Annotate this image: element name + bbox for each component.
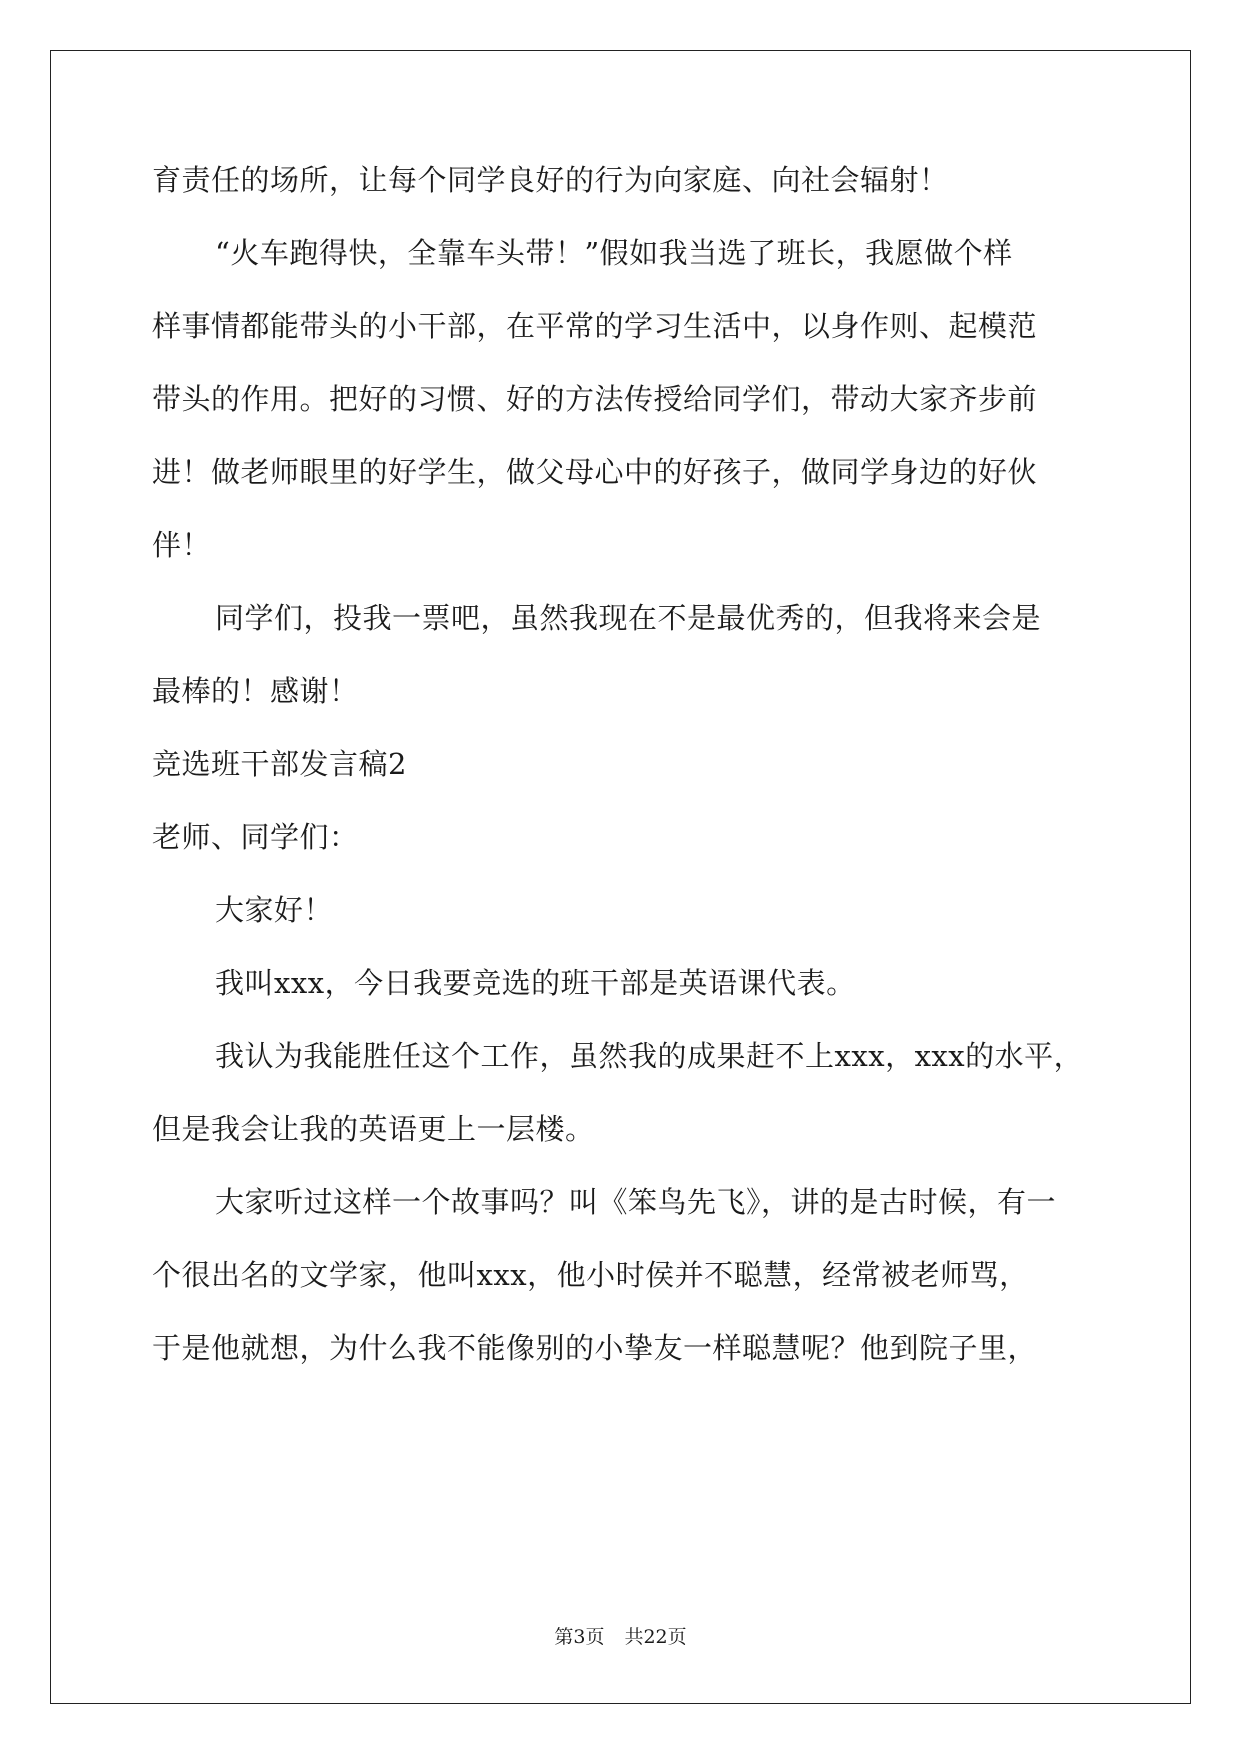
salutation: 老师、同学们： — [152, 820, 359, 854]
text-line: 同学们，投我一票吧，虽然我现在不是最优秀的，但我将来会是 — [215, 601, 1042, 635]
text-line: 我认为我能胜任这个工作，虽然我的成果赶不上xxx，xxx的水平， — [215, 1039, 1084, 1073]
text-line: 伴！ — [152, 528, 212, 562]
text-line: 个很出名的文学家，他叫xxx，他小时侯并不聪慧，经常被老师骂， — [152, 1258, 1029, 1292]
text-line: 样事情都能带头的小干部，在平常的学习生活中，以身作则、起模范 — [152, 309, 1038, 343]
text-line: 于是他就想，为什么我不能像别的小挚友一样聪慧呢？他到院子里， — [152, 1331, 1038, 1365]
text-line: 进！做老师眼里的好学生，做父母心中的好孩子，做同学身边的好伙 — [152, 455, 1038, 489]
page-border — [50, 50, 1191, 1704]
section-heading: 竞选班干部发言稿2 — [152, 747, 407, 781]
text-line: 大家听过这样一个故事吗？叫《笨鸟先飞》，讲的是古时候，有一 — [215, 1185, 1057, 1219]
page-number: 第3页 — [554, 1626, 605, 1648]
text-line: 我叫xxx，今日我要竞选的班干部是英语课代表。 — [215, 966, 856, 1000]
page-footer — [0, 1624, 1241, 1650]
text-line: 育责任的场所，让每个同学良好的行为向家庭、向社会辐射！ — [152, 163, 949, 197]
text-line: “火车跑得快，全靠车头带！”假如我当选了班长，我愿做个样 — [215, 236, 1013, 270]
text-line: 带头的作用。把好的习惯、好的方法传授给同学们，带动大家齐步前 — [152, 382, 1038, 416]
text-line: 但是我会让我的英语更上一层楼。 — [152, 1112, 595, 1146]
greeting: 大家好！ — [215, 893, 334, 927]
text-line: 最棒的！感谢！ — [152, 674, 359, 708]
page-total: 共22页 — [624, 1626, 687, 1648]
